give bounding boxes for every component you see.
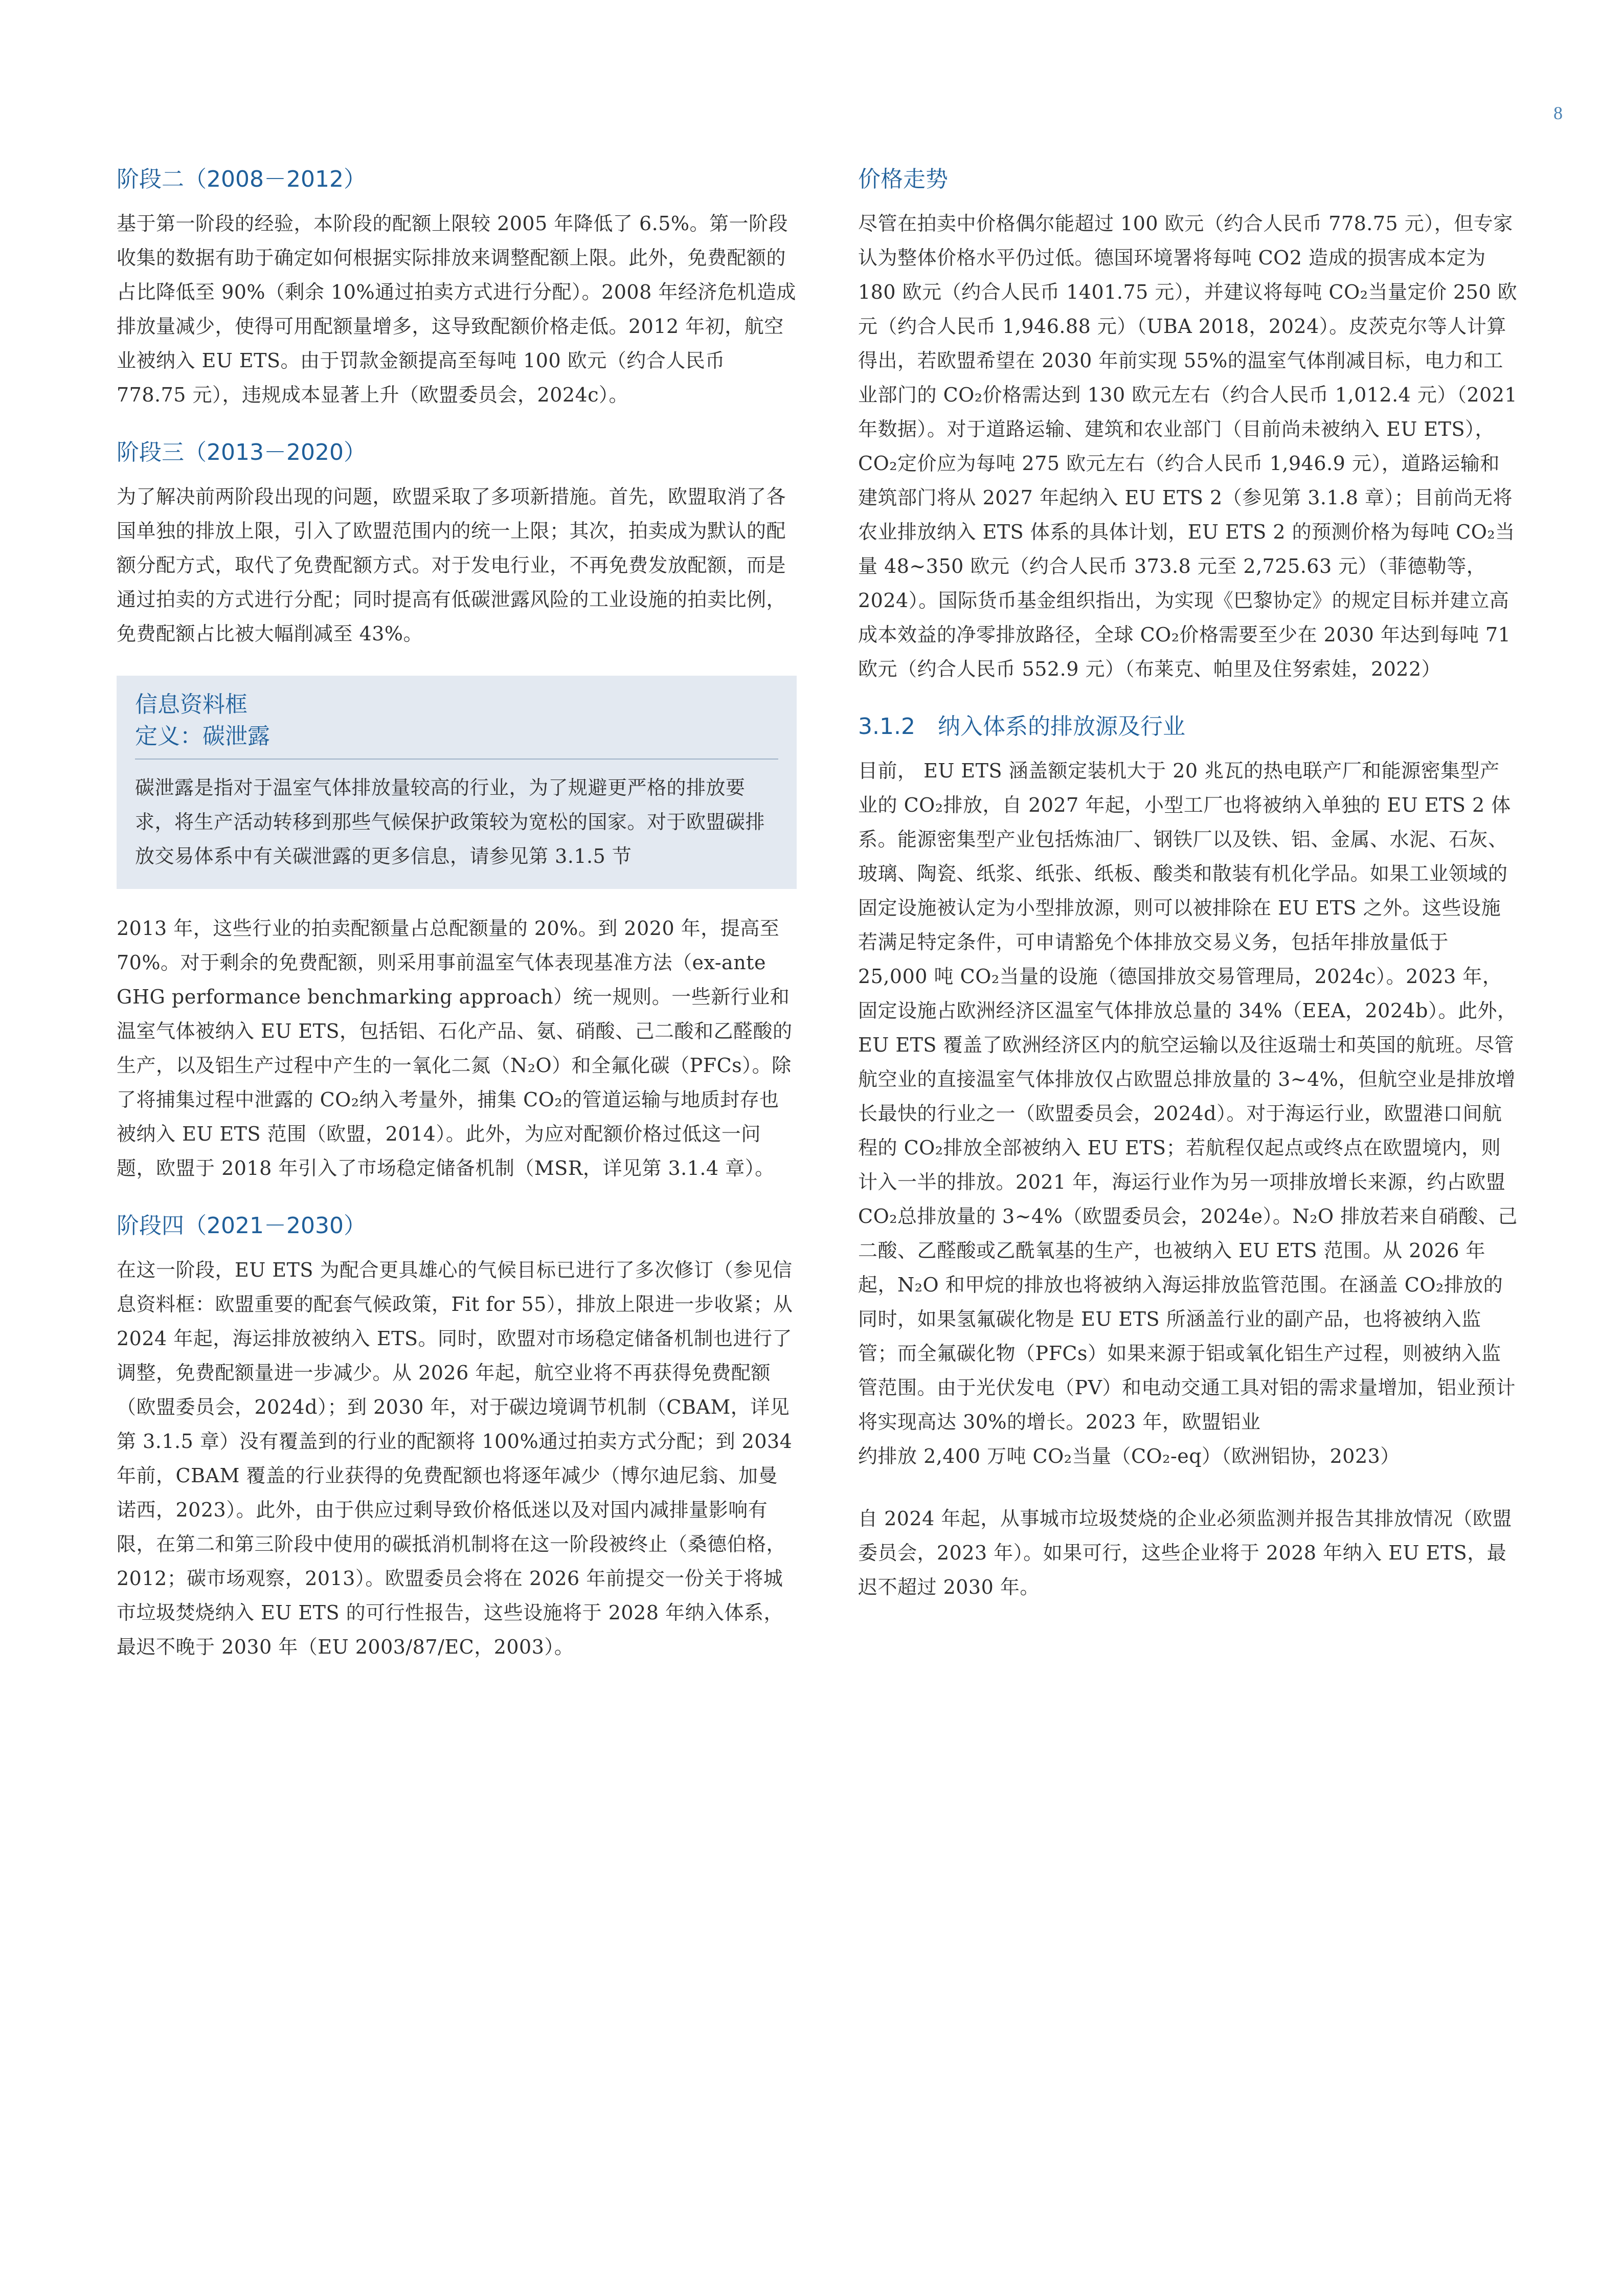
section-3-1-2-body-2: 自 2024 年起，从事城市垃圾焚烧的企业必须监测并报告其排放情况（欧盟委员会，2023 年）。如果可行，这些企业将于 2028 年纳入 EU ETS，最迟不超过 2030 年。 [858,1507,1512,1598]
phase-3-heading: 阶段三（2013－2020） [117,439,366,465]
phase-4-heading: 阶段四（2021－2030） [117,1213,366,1239]
info-box-body: 碳泄露是指对于温室气体排放量较高的行业，为了规避更严格的排放要求，将生产活动转移到那些气候保护政策较为宽松的国家。对于欧盟碳排放交易体系中有关碳泄露的更多信息，请参见第 3.1.5 节 [135,776,765,867]
phase-2-body: 基于第一阶段的经验，本阶段的配额上限较 2005 年降低了 6.5%。第一阶段收集的数据有助于确定如何根据实际排放来调整配额上限。此外，免费配额的占比降低至 90%（剩余 10%通过拍卖方式进行分配）。2008 年经济危机造成排放量减少，使得可用配额量增多，这导致配额价格走低。2012 年初，航空业被纳入 EU ETS。由于罚款金额提高至每吨 100 欧元（约合人民币 778.75 元），违规成本显著上升（欧盟委员会，2024c）。 [117,212,796,406]
section-phase-3 [117,437,797,651]
phase-4-body: 在这一阶段，EU ETS 为配合更具雄心的气候目标已进行了多次修订（参见信息资料框：欧盟重要的配套气候政策，Fit for 55），排放上限进一步收紧；从 2024 年起，海运排放被纳入 ETS。同时，欧盟对市场稳定储备机制也进行了调整，免费配额量进一步减少。从 2026 年起，航空业将不再获得免费配额（欧盟委员会，2024d）；到 2030 年，对于碳边境调节机制（CBAM，详见第 3.1.5 章）没有覆盖到的行业的配额将 100%通过拍卖方式分配；到 2034 年前，CBAM 覆盖的行业获得的免费配额也将逐年减少（博尔迪尼翁、加曼诺西，2023）。此外，由于供应过剩导致价格低迷以及对国内减排量影响有限，在第二和第三阶段中使用的碳抵消机制将在这一阶段被终止（桑德伯格，2012；碳市场观察，2013）。欧盟委员会将在 2026 年前提交一份关于将城市垃圾焚烧纳入 EU ETS 的可行性报告，这些设施将于 2028 年纳入体系，最迟不晚于 2030 年（EU 2003/87/EC，2003）。 [117,1259,793,1658]
right-column [858,164,1518,1629]
phase-3-continued-body: 2013 年，这些行业的拍卖配额量占总配额量的 20%。到 2020 年，提高至 70%。对于剩余的免费配额，则采用事前温室气体表现基准方法（ex-ante GHG performance benchmarking approach）统一规则。一些新行业和温室气体被纳入 EU ETS，包括铝、石化产品、氨、硝酸、己二酸和乙醛酸的生产，以及铝生产过程中产生的一氧化二氮（N₂O）和全氟化碳（PFCs）。除了将捕集过程中泄露的 CO₂纳入考量外，捕集 CO₂的管道运输与地质封存也被纳入 EU ETS 范围（欧盟，2014）。此外，为应对配额价格过低这一问题，欧盟于 2018 年引入了市场稳定储备机制（MSR，详见第 3.1.4 章）。 [117,917,793,1179]
phase-2-heading: 阶段二（2008－2012） [117,166,366,192]
section-phase-3-continued [117,911,797,1186]
info-box-carbon-leakage [117,676,797,889]
page-number: 8 [1553,103,1563,123]
section-price-trend [858,164,1518,686]
section-3-1-2-body: 目前， EU ETS 涵盖额定装机大于 20 兆瓦的热电联产厂和能源密集型产业的 CO₂排放，自 2027 年起，小型工厂也将被纳入单独的 EU ETS 2 体系。能源密集型产业包括炼油厂、钢铁厂以及铁、铝、金属、水泥、石灰、玻璃、陶瓷、纸浆、纸张、纸板、酸类和散装有机化学品。如果工业领域的固定设施被认定为小型排放源，则可以被排除在 EU ETS 之外。这些设施若满足特定条件，可申请豁免个体排放交易义务，包括年排放量低于 25,000 吨 CO₂当量的设施（德国排放交易管理局，2024c）。2023 年，固定设施占欧洲经济区温室气体排放总量的 34%（EEA，2024b）。此外，EU ETS 覆盖了欧洲经济区内的航空运输以及往返瑞士和英国的航班。尽管航空业的直接温室气体排放仅占欧盟总排放量的 3~4%，但航空业是排放增长最快的行业之一（欧盟委员会，2024d）。对于海运行业，欧盟港口间航程的 CO₂排放全部被纳入 EU ETS；若航程仅起点或终点在欧盟境内，则计入一半的排放。2021 年，海运行业作为另一项排放增长来源，约占欧盟 CO₂总排放量的 3~4%（欧盟委员会，2024e）。N₂O 排放若来自硝酸、己二酸、乙醛酸或乙酰氧基的生产，也被纳入 EU ETS 范围。从 2026 年起，N₂O 和甲烷的排放也将被纳入海运排放监管范围。在涵盖 CO₂排放的同时，如果氢氟碳化物是 EU ETS 所涵盖行业的副产品，也将被纳入监管；而全氟碳化物（PFCs）如果来源于铝或氧化铝生产过程，则被纳入监管范围。由于光伏发电（PV）和电动交通工具对铝的需求量增加，铝业预计将实现高达 30%的增长。2023 年，欧盟铝业 [858,760,1518,1433]
left-column [117,164,797,1689]
section-phase-2 [117,164,797,412]
info-box-subtitle: 定义：碳泄露 [135,723,270,749]
info-box-divider [135,759,778,760]
section-3-1-2-body-continued: 约排放 2,400 万吨 CO₂当量（CO₂-eq）（欧洲铝协，2023） [858,1445,1400,1467]
section-3-1-2-heading: 3.1.2 纳入体系的排放源及行业 [858,714,1185,740]
price-trend-heading: 价格走势 [858,166,948,192]
phase-3-body: 为了解决前两阶段出现的问题，欧盟采取了多项新措施。首先，欧盟取消了各国单独的排放上限，引入了欧盟范围内的统一上限；其次，拍卖成为默认的配额分配方式，取代了免费配额方式。对于发电行业，不再免费发放配额，而是通过拍卖的方式进行分配；同时提高有低碳泄露风险的工业设施的拍卖比例，免费配额占比被大幅削减至 43%。 [117,485,786,645]
section-3-1-2 [858,711,1518,1604]
info-box-title: 信息资料框 [135,692,247,718]
price-trend-body: 尽管在拍卖中价格偶尔能超过 100 欧元（约合人民币 778.75 元），但专家认为整体价格水平仍过低。德国环境署将每吨 CO2 造成的损害成本定为 180 欧元（约合人民币 1401.75 元），并建议将每吨 CO₂当量定价 250 欧元（约合人民币 1,946.88 元）（UBA 2018，2024）。皮茨克尔等人计算得出，若欧盟希望在 2030 年前实现 55%的温室气体削减目标，电力和工业部门的 CO₂价格需达到 130 欧元左右（约合人民币 1,012.4 元）（2021 年数据）。对于道路运输、建筑和农业部门（目前尚未被纳入 EU ETS），CO₂定价应为每吨 275 欧元左右（约合人民币 1,946.9 元），道路运输和建筑部门将从 2027 年起纳入 EU ETS 2（参见第 3.1.8 章）；目前尚无将农业排放纳入 ETS 体系的具体计划，EU ETS 2 的预测价格为每吨 CO₂当量 48~350 欧元（约合人民币 373.8 元至 2,725.63 元）（菲德勒等，2024）。国际货币基金组织指出，为实现《巴黎协定》的规定目标并建立高成本效益的净零排放路径，全球 CO₂价格需要至少在 2030 年达到每吨 71 欧元（约合人民币 552.9 元）（布莱克、帕里及住努索娃，2022） [858,212,1518,680]
section-phase-4 [117,1210,797,1664]
